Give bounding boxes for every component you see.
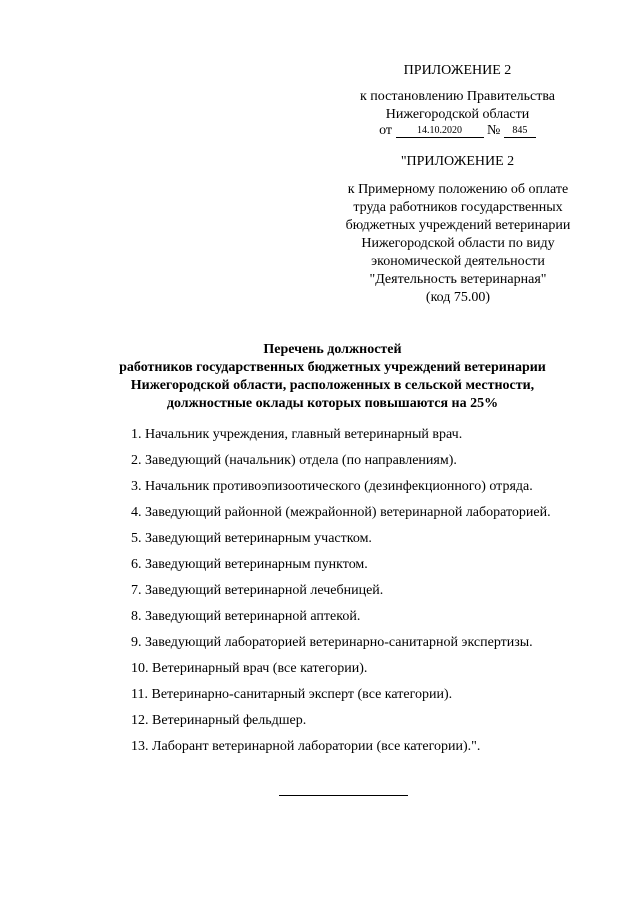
heading-line: работников государственных бюджетных учреждений ветеринарии <box>119 360 546 375</box>
inner-appendix-line: экономической деятельности <box>371 254 545 269</box>
date-prefix: от <box>379 123 393 138</box>
inner-appendix-description <box>318 181 598 307</box>
list-item: 7. Заведующий ветеринарной лечебницей. <box>131 583 384 598</box>
inner-appendix-line: (код 75.00) <box>425 290 491 305</box>
inner-appendix-line: Нижегородской области по виду <box>361 236 555 251</box>
inner-appendix-line: к Примерному положению об оплате <box>347 182 569 197</box>
inner-appendix-title: "ПРИЛОЖЕНИЕ 2 <box>400 154 515 169</box>
inner-appendix-line: труда работников государственных <box>353 200 563 215</box>
list-item: 3. Начальник противоэпизоотического (дезинфекционного) отряда. <box>131 479 533 494</box>
list-item: 13. Лаборант ветеринарной лаборатории (все категории).". <box>131 739 481 754</box>
list-item: 5. Заведующий ветеринарным участком. <box>131 531 372 546</box>
resolution-date-number <box>330 122 585 140</box>
list-item: 12. Ветеринарный фельдшер. <box>131 713 307 728</box>
heading-line: Перечень должностей <box>263 342 402 357</box>
list-item: 1. Начальник учреждения, главный ветеринарный врач. <box>131 427 463 442</box>
list-item: 10. Ветеринарный врач (все категории). <box>131 661 368 676</box>
list-item: 4. Заведующий районной (межрайонной) ветеринарной лабораторией. <box>131 505 551 520</box>
inner-appendix-line: "Деятельность ветеринарная" <box>369 272 547 287</box>
list-item: 2. Заведующий (начальник) отдела (по направлениям). <box>131 453 457 468</box>
appendix-title: ПРИЛОЖЕНИЕ 2 <box>403 63 512 78</box>
number-sign: № <box>487 123 501 138</box>
end-divider <box>279 795 408 796</box>
list-heading <box>60 341 605 413</box>
inner-appendix-line: бюджетных учреждений ветеринарии <box>345 218 571 233</box>
resolution-date: 14.10.2020 <box>396 125 484 138</box>
resolution-line: к постановлению Правительства <box>359 89 556 104</box>
list-item: 9. Заведующий лабораторией ветеринарно-санитарной экспертизы. <box>131 635 533 650</box>
list-item: 11. Ветеринарно-санитарный эксперт (все категории). <box>131 687 453 702</box>
resolution-line: Нижегородской области <box>385 107 530 122</box>
list-item: 8. Заведующий ветеринарной аптекой. <box>131 609 361 624</box>
resolution-number: 845 <box>504 125 536 138</box>
heading-line: должностные оклады которых повышаются на 25% <box>166 396 499 411</box>
heading-line: Нижегородской области, расположенных в сельской местности, <box>130 378 535 393</box>
list-item: 6. Заведующий ветеринарным пунктом. <box>131 557 368 572</box>
resolution-reference <box>330 88 585 124</box>
